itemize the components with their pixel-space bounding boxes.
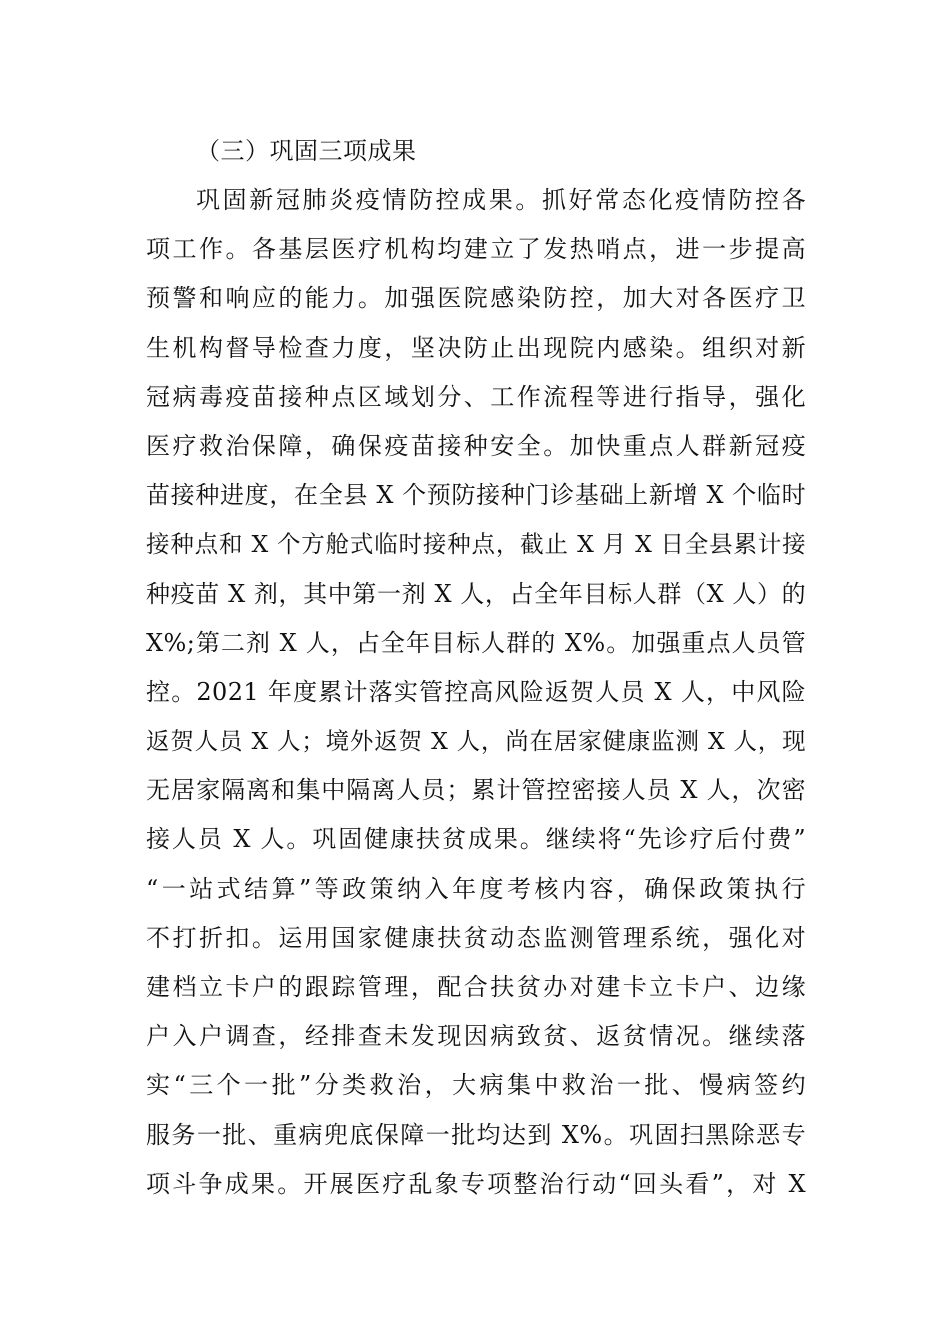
paragraph-line-text: 返贺人员 X 人；境外返贺 X 人，尚在居家健康监测 X 人，现: [146, 727, 806, 756]
paragraph-line-text: 巩固新冠肺炎疫情防控成果。抓好常态化疫情防控各: [196, 186, 806, 214]
paragraph-line-text: 服务一批、重病兜底保障一批均达到 X%。巩固扫黑除恶专: [146, 1120, 806, 1149]
paragraph-line-text: 项工作。各基层医疗机构均建立了发热哨点，进一步提高: [146, 235, 806, 264]
paragraph-line: [146, 471, 806, 520]
paragraph-line-text: “一站式结算”等政策纳入年度考核内容，确保政策执行: [146, 874, 806, 903]
paragraph-line: [146, 176, 806, 225]
paragraph-line: [146, 1061, 806, 1110]
paragraph-line: [146, 865, 806, 914]
paragraph-line: [146, 274, 806, 323]
paragraph-line-text: 冠病毒疫苗接种点区域划分、工作流程等进行指导，强化: [146, 382, 806, 411]
paragraph-line: [146, 225, 806, 274]
body-paragraph: [146, 176, 806, 1209]
paragraph-line: [146, 373, 806, 422]
paragraph-line-text: 项斗争成果。开展医疗乱象专项整治行动“回头看”，对 X: [146, 1169, 806, 1198]
paragraph-line: [146, 717, 806, 766]
section-heading: （三）巩固三项成果: [196, 137, 417, 165]
paragraph-line-text: 生机构督导检查力度，坚决防止出现院内感染。组织对新: [146, 333, 806, 362]
paragraph-line: [146, 619, 806, 668]
paragraph-line: [146, 963, 806, 1012]
paragraph-line-text: 接种点和 X 个方舱式临时接种点，截止 X 月 X 日全县累计接: [146, 530, 806, 559]
paragraph-line: [146, 1111, 806, 1160]
paragraph-line: [146, 570, 806, 619]
paragraph-line-text: 建档立卡户的跟踪管理，配合扶贫办对建卡立卡户、边缘: [146, 973, 806, 1001]
paragraph-line: [146, 1012, 806, 1061]
paragraph-line: [146, 914, 806, 963]
paragraph-line: [146, 766, 806, 815]
paragraph-line-text: 无居家隔离和集中隔离人员；累计管控密接人员 X 人，次密: [146, 776, 806, 805]
paragraph-line: [146, 324, 806, 373]
paragraph-line-text: 苗接种进度，在全县 X 个预防接种门诊基础上新增 X 个临时: [146, 481, 806, 510]
paragraph-line: [146, 422, 806, 471]
paragraph-line-text: 接人员 X 人。巩固健康扶贫成果。继续将“先诊疗后付费”: [146, 825, 806, 854]
paragraph-line: [146, 815, 806, 864]
paragraph-line-text: 户入户调查，经排查未发现因病致贫、返贫情况。继续落: [146, 1022, 806, 1051]
paragraph-line-text: 医疗救治保障，确保疫苗接种安全。加快重点人群新冠疫: [146, 431, 806, 460]
paragraph-line-text: X%;第二剂 X 人，占全年目标人群的 X%。加强重点人员管: [146, 628, 806, 657]
paragraph-line: [146, 1160, 806, 1209]
paragraph-line-text: 控。2021 年度累计落实管控高风险返贺人员 X 人，中风险: [146, 677, 806, 706]
paragraph-line: [146, 520, 806, 569]
paragraph-line-text: 种疫苗 X 剂，其中第一剂 X 人，占全年目标人群（X 人）的: [146, 579, 806, 608]
paragraph-line-text: 预警和响应的能力。加强医院感染防控，加大对各医疗卫: [146, 284, 806, 313]
paragraph-line: [146, 668, 806, 717]
paragraph-line-text: 实“三个一批”分类救治，大病集中救治一批、慢病签约: [146, 1071, 806, 1100]
paragraph-line-text: 不打折扣。运用国家健康扶贫动态监测管理系统，强化对: [146, 923, 806, 952]
